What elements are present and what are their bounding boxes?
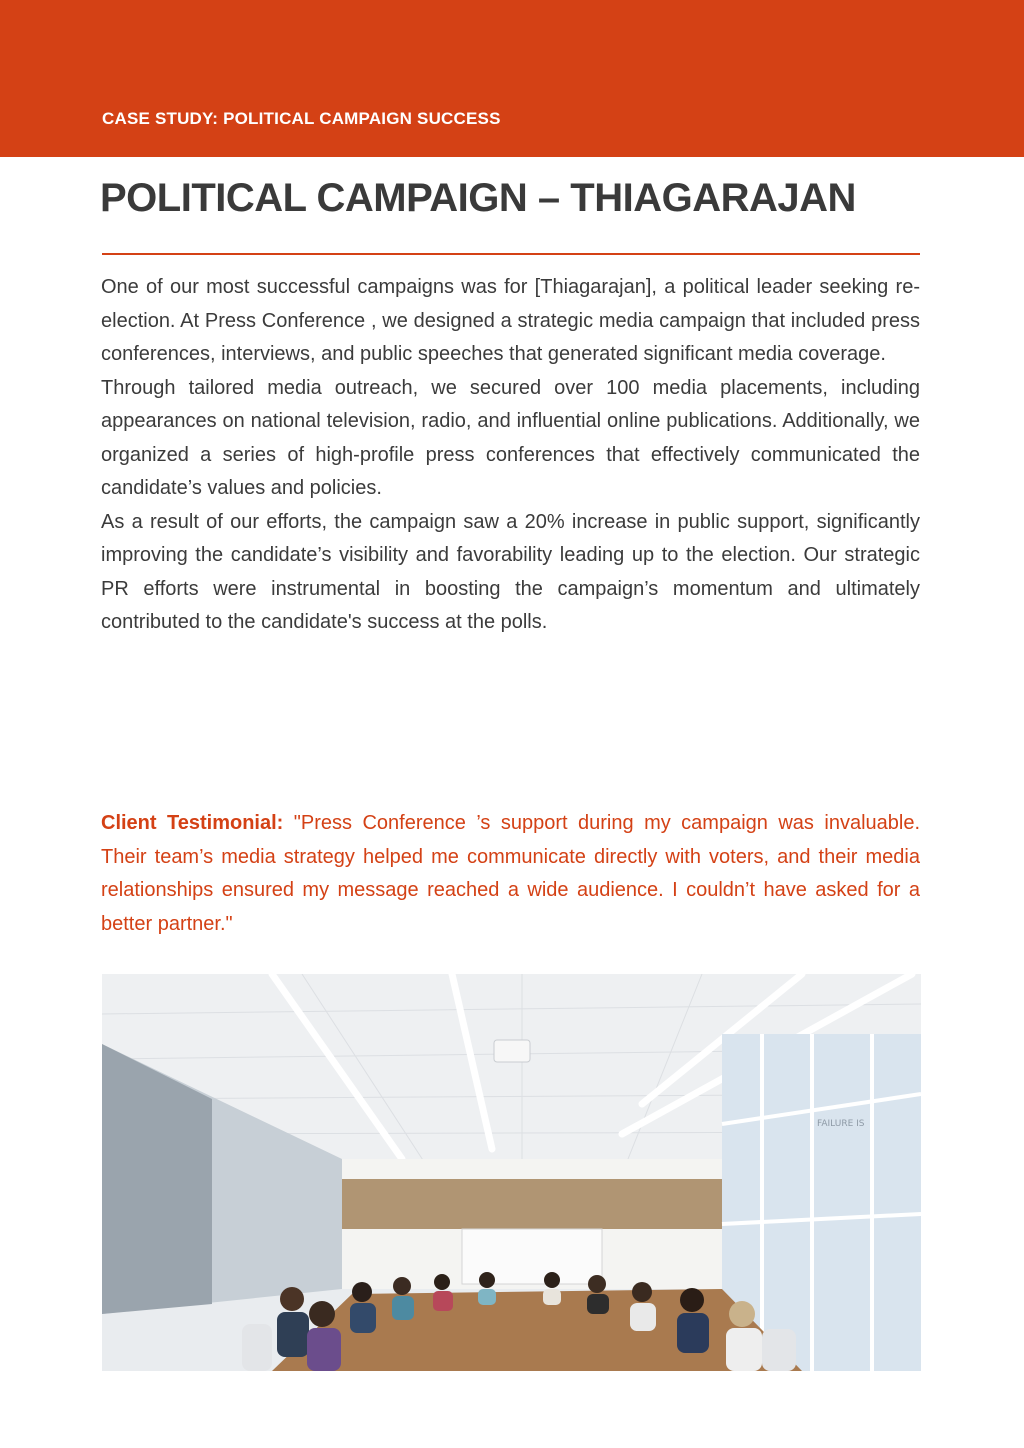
header-band: [0, 0, 1024, 157]
testimonial-label: Client Testimonial:: [101, 812, 284, 834]
page-title: POLITICAL CAMPAIGN – THIAGARAJAN: [100, 176, 856, 220]
body-paragraph: As a result of our efforts, the campaign saw a 20% increase in public support, significantly improving the candidate’s visibility and favorability leading up to the election. Our strategic PR efforts were instrumental in boosting the campaign’s momentum and ultimately contributed to the candidate's success at the polls.: [101, 510, 920, 633]
testimonial-quote: "Press Conference ’s support during my campaign was invaluable. Their team’s media strategy helped me communicate directly with voters, and their media relationships ensured my message reached a wide audience. I couldn’t have asked for a better partner.": [101, 812, 921, 935]
conference-room-photo: [102, 974, 921, 1371]
client-testimonial: [101, 807, 920, 941]
title-divider: [102, 253, 920, 255]
case-study-body: [101, 271, 920, 640]
case-study-label: CASE STUDY: POLITICAL CAMPAIGN SUCCESS: [102, 109, 501, 128]
conference-room-illustration: [102, 974, 921, 1371]
window-sign-text: FAILURE IS: [817, 1119, 865, 1129]
body-paragraph: Through tailored media outreach, we secured over 100 media placements, including appearances on national television, radio, and influential online publications. Additionally, we organized a series of high-profile press conferences that effectively communicated the candidate’s values and policies.: [101, 376, 920, 499]
body-paragraph: One of our most successful campaigns was for [Thiagarajan], a political leader seeking re-election. At Press Conference , we designed a strategic media campaign that included press conferences, interviews, and public speeches that generated significant media coverage.: [101, 276, 920, 365]
